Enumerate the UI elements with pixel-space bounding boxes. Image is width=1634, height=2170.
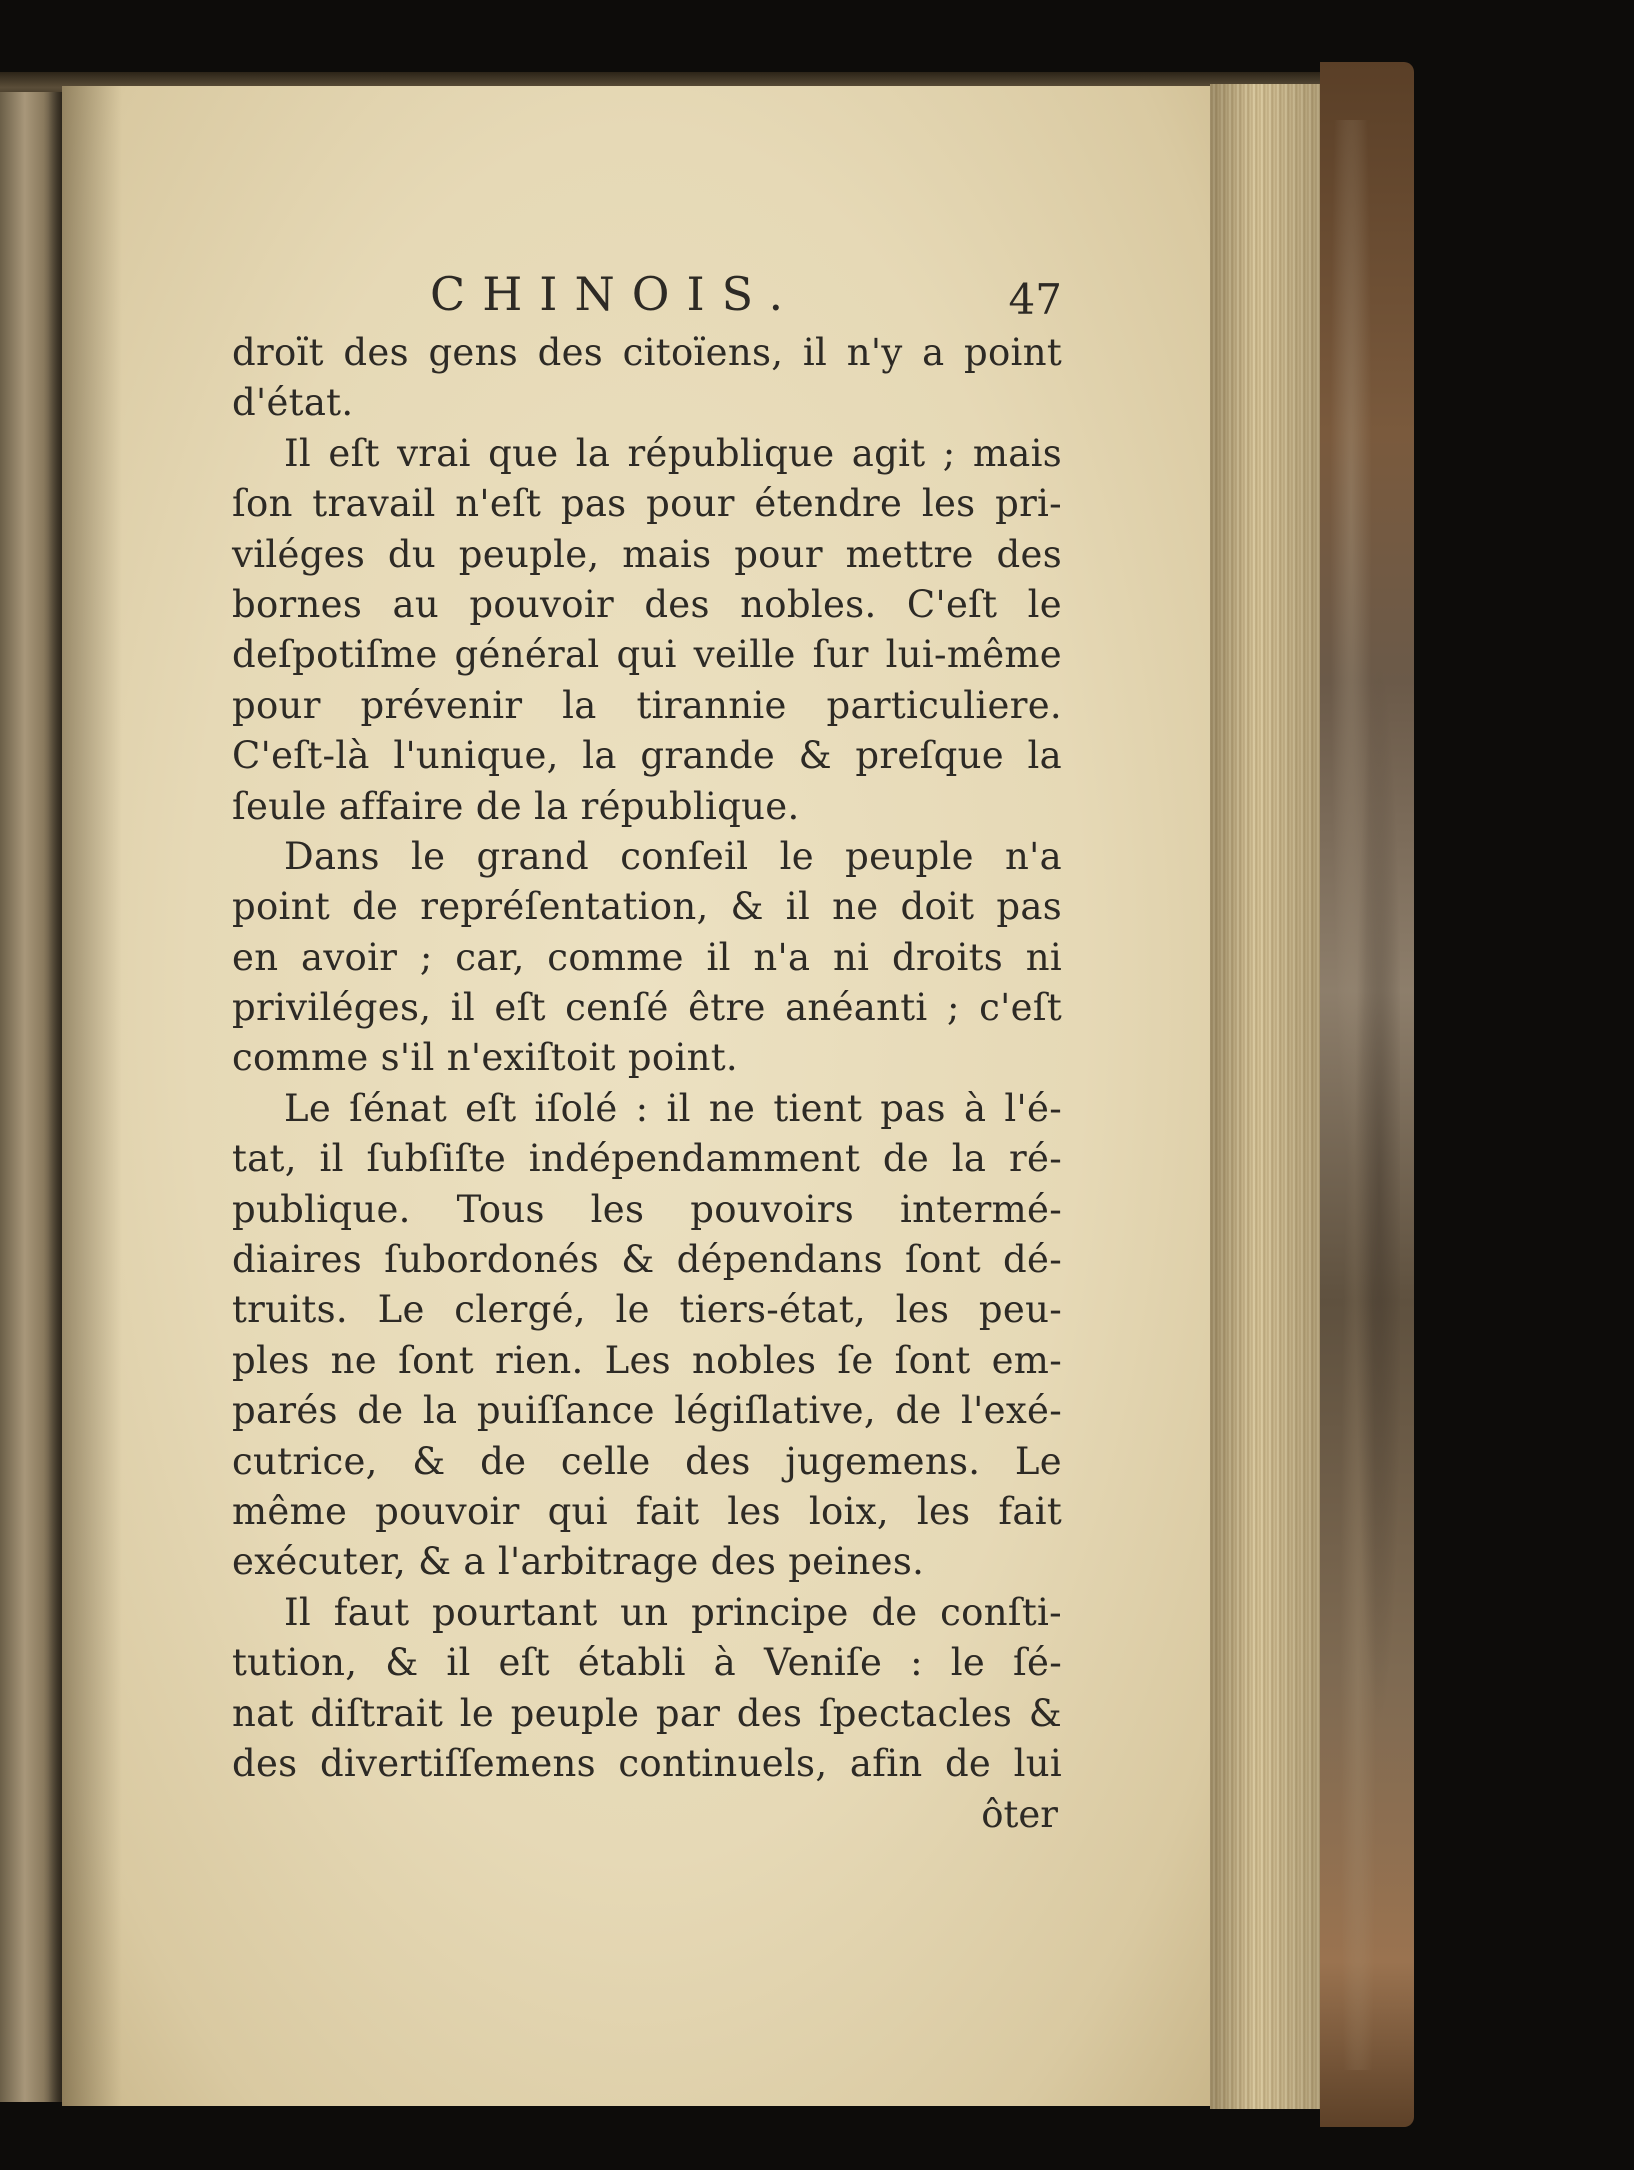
text-line: bornes au pouvoir des nobles. C'eſt le (232, 582, 1062, 626)
text-line: exécuter, & a l'arbitrage des peines. (232, 1540, 925, 1584)
text-line: même pouvoir qui fait les loix, les fait (232, 1489, 1062, 1533)
body-text (232, 328, 1062, 1789)
text-line: Dans le grand conſeil le peuple n'a (284, 834, 1062, 878)
text-line: Il eſt vrai que la république agit ; mais (284, 431, 1062, 475)
cover-marbling (1330, 120, 1400, 2070)
running-head-title: CHINOIS. (430, 267, 801, 321)
text-line: droït des gens des citoïens, il n'y a point (232, 331, 1062, 374)
text-line: viléges du peuple, mais pour mettre des (232, 532, 1062, 576)
text-line: ſon travail n'eſt pas pour étendre les pri- (232, 482, 1062, 526)
text-line: deſpotiſme général qui veille ſur lui-même (232, 633, 1062, 677)
text-line: truits. Le clergé, le tiers-état, les peu- (232, 1288, 1062, 1332)
text-line: priviléges, il eſt cenſé être anéanti ; c'eſt (232, 986, 1062, 1030)
text-line: tat, il ſubſiſte indépendamment de la ré- (232, 1137, 1062, 1181)
fore-edge-shading (1210, 84, 1325, 2109)
text-line: comme s'il n'exiſtoit point. (232, 1036, 738, 1080)
text-line: des divertiſſemens continuels, afin de lui (232, 1741, 1062, 1785)
gutter-shadow (62, 86, 122, 2106)
page-number: 47 (1008, 275, 1062, 324)
text-line: C'eſt-là l'unique, la grande & preſque la (232, 734, 1062, 778)
catchword: ôter (981, 1793, 1058, 1837)
text-line: Le ſénat eſt iſolé : il ne tient pas à l'é- (284, 1086, 1062, 1130)
text-line: en avoir ; car, comme il n'a ni droits ni (232, 935, 1062, 979)
running-head (232, 266, 1062, 328)
text-line: nat diſtrait le peuple par des ſpectacles & (232, 1691, 1062, 1735)
text-line: Il faut pourtant un principe de conſti- (284, 1590, 1062, 1634)
text-line: parés de la puiſſance légiſlative, de l'exé- (232, 1389, 1062, 1433)
text-line: diaires ſubordonés & dépendans ſont dé- (232, 1238, 1062, 1282)
text-line: ſeule affaire de la république. (232, 784, 800, 828)
page-text-block (232, 266, 1062, 1841)
text-line: publique. Tous les pouvoirs intermé- (232, 1187, 1062, 1231)
text-line: cutrice, & de celle des jugemens. Le (232, 1439, 1062, 1483)
text-line: point de repréſentation, & il ne doit pas (232, 885, 1062, 929)
text-line: pour prévenir la tirannie particuliere. (232, 683, 1062, 727)
text-line: tution, & il eſt établi à Veniſe : le ſé- (232, 1641, 1062, 1685)
text-line: d'état. (232, 381, 354, 425)
text-line: ples ne ſont rien. Les nobles ſe ſont em- (232, 1338, 1062, 1382)
